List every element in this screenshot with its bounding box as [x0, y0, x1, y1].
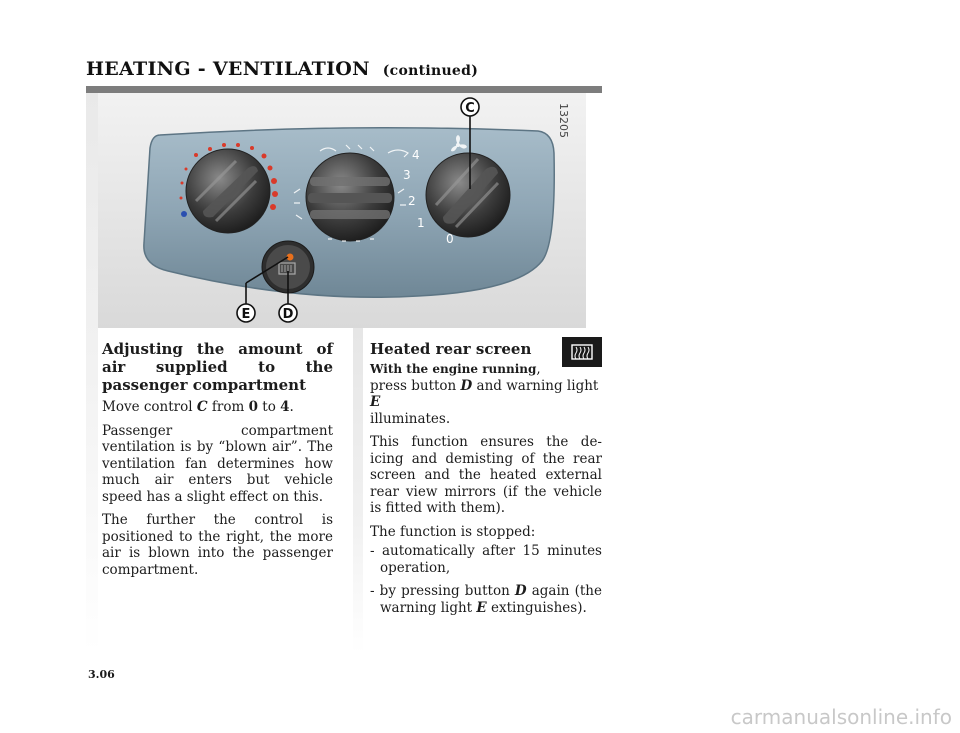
left-margin-rail [86, 93, 98, 653]
fan-scale-1: 1 [417, 216, 425, 230]
deicing-paragraph: This function ensures the de-icing and demisting of the rear screen and the heated external rear view mirrors (if the vehicle is fitted with them). [370, 434, 602, 516]
page-number: 3.06 [88, 668, 115, 681]
callout-e-label: E [241, 307, 251, 322]
site-watermark: carmanualsonline.info [730, 705, 952, 729]
callout-d-label: D [282, 307, 294, 322]
callout-c-label: C [465, 101, 475, 116]
fan-scale-4: 4 [412, 148, 420, 162]
rear-screen-instructions: With the engine running, press button D and warning light E illuminates. [370, 361, 599, 427]
header-title: HEATING - VENTILATION [86, 58, 370, 80]
function-stopped-text: The function is stopped: [370, 523, 536, 540]
temperature-knob[interactable] [186, 149, 270, 233]
left-column [102, 340, 333, 585]
stop-condition-auto: - automatically after 15 minutes operation, [370, 543, 602, 576]
control-position-paragraph: The further the control is positioned to the right, the more air is blown into the passenger compartment. [102, 512, 333, 578]
air-distribution-knob[interactable] [306, 153, 394, 241]
fan-speed-knob[interactable] [426, 153, 510, 237]
fan-scale-2: 2 [408, 194, 416, 208]
air-amount-heading: Adjusting the amount of air supplied to the passenger compartment [102, 340, 333, 394]
header-rule [86, 86, 602, 93]
fan-scale-3: 3 [403, 168, 411, 182]
column-divider [353, 328, 363, 653]
move-control-text: Move control C from 0 to 4. [102, 399, 294, 415]
section-header [86, 58, 478, 80]
fan-scale-0: 0 [446, 232, 454, 246]
right-column [370, 340, 602, 623]
control-panel-figure [98, 93, 586, 328]
ventilation-paragraph: Passenger compartment ventilation is by “blown air”. The ventilation fan determines how much air enters but vehicle speed has a slight effect on this. [102, 422, 333, 505]
header-subtitle: (continued) [382, 63, 479, 79]
stop-condition-button: - by pressing button D again (the warning light E extinguishes). [370, 583, 602, 616]
figure-ref-code: 13205 [557, 103, 570, 138]
rear-screen-heading: Heated rear screen [370, 340, 532, 358]
